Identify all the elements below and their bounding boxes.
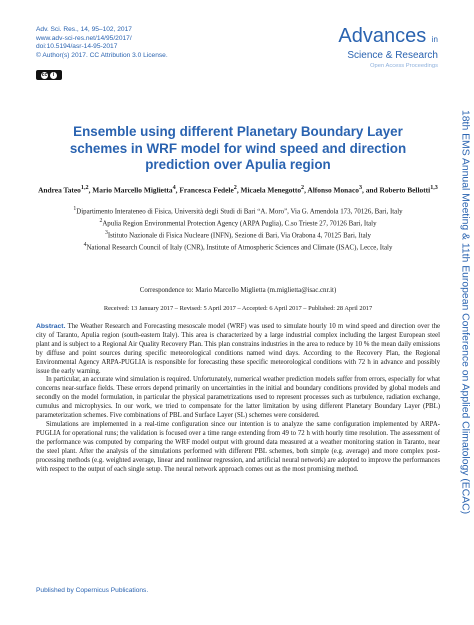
article-url[interactable]: www.adv-sci-res.net/14/95/2017/: [36, 34, 132, 42]
by-icon: i: [50, 72, 57, 79]
open-access-label: Open Access Proceedings: [370, 63, 438, 69]
side-banner: [456, 0, 474, 625]
journal-name-advances: Advances: [338, 25, 427, 47]
abstract-paragraph: In particular, an accurate wind simulation is required. Unfortunately, numerical weather prediction models suffer from errors, especially for what concerns near-surface fields. These errors depend primarily on uncertainties in the initial and boundary conditions provided by global models and secondly on the model formulation, in particular the physical parametrizations used to represent processes such as turbulence, radiation exchange, cumulus and microphysics. In our work, we tried to compensate for the latter limitation by using different Planetary Boundary Layer (PBL) parameterization schemes. Five combinations of PBL and Surface Layer (SL) schemes were considered.: [36, 376, 440, 420]
abstract-label: Abstract.: [36, 323, 66, 330]
affiliation-1: $^1$Dipartimento Interateneo di Fisica, Università degli Studi di Bari “A. Moro”, Via G. Amendola 173, 70126, Bari, Italy: [73, 206, 403, 216]
abstract: [36, 323, 440, 474]
conference-name: 18th EMS Annual Meeting & 11th European Conference on Applied Climatology (ECAC): [459, 110, 471, 515]
journal-name-in: in: [431, 35, 438, 44]
abstract-text: The Weather Research and Forecasting mesoscale model (WRF) was used to simulate hourly 10 m wind speed and direction over the city of Taranto, Apulia region (south-eastern Italy). This area is characterized by a large industrial complex including the largest European steel plant and is subject to a Regional Air Quality Recovery Plan. This plan constrains industries in the area to reduce by 10 % the mean daily emissions by diffuse and point sources during specific meteorological conditions named wind days. According to the Recovery Plan, the Regional Environmental Agency ARPA-PUGLIA is responsible for forecasting these specific meteorological conditions with 72 h in advance and possibly issue the early warning.: [36, 323, 440, 375]
affiliation-3: $^3$Istituto Nazionale di Fisica Nucleare (INFN), Sezione di Bari, Via Orabona 4, 70125 Bari, Italy: [104, 230, 372, 240]
doi[interactable]: doi:10.5194/asr-14-95-2017: [36, 43, 118, 51]
cc-by-badge-icon[interactable]: [36, 70, 62, 80]
publisher-note[interactable]: Published by Copernicus Publications.: [36, 587, 149, 594]
journal-logo: [338, 26, 438, 70]
paper-title: Ensemble using different Planetary Boundary Layer schemes in WRF model for wind speed and direction prediction over Apulia region: [69, 124, 407, 172]
journal-name-line2: Science & Research: [347, 50, 438, 61]
copyright: © Author(s) 2017. CC Attribution 3.0 License.: [36, 52, 168, 60]
affiliation-2: $^2$Apulia Region Environmental Protection Agency (ARPA Puglia), C.so Trieste 27, 70126 Bari, Italy: [99, 218, 377, 228]
publication-dates: Received: 13 January 2017 – Revised: 5 April 2017 – Accepted: 6 April 2017 – Published: 28 April 2017: [103, 305, 373, 312]
affiliations: [36, 205, 440, 253]
correspondence: Correspondence to: Mario Marcello Miglietta (m.miglietta@isac.cnr.it): [139, 287, 337, 294]
cc-icon: cc: [41, 71, 48, 78]
abstract-paragraph: [36, 323, 440, 376]
author-list: Andrea Tateo$^{1,2}$, Mario Marcello Miglietta$^4$, Francesca Fedele$^2$, Micaela Menegotto$^2$, Alfonso Monaco$^3$, and Roberto Bellotti$^{1,3}$: [38, 185, 438, 195]
journal-name-line1: [338, 26, 438, 50]
article-metadata: [36, 26, 168, 61]
abstract-paragraph: Simulations are implemented in a real-time configuration since our intention is to analyze the same configuration implemented by ARPA-PUGLIA for operational runs; the validation is focused over a time range extending from 49 to 72 h with hourly time resolution. The assessment of the performance was computed by comparing the WRF model output with ground data measured at a weather monitoring station in Taranto, near the steel plant. After the analysis of the simulations performed with different PBL schemes, both simple (e.g. average) and more complex post-processing methods (e.g. weighted average, linear and nonlinear regression, and artificial neural network) are adopted to improve the performances with respect to the output of each single setup. The neural network approach comes out as the most promising method.: [36, 420, 440, 473]
affiliation-4: $^4$National Research Council of Italy (CNR), Institute of Atmospheric Sciences and Climate (ISAC), Lecce, Italy: [83, 242, 393, 252]
citation: Adv. Sci. Res., 14, 95–102, 2017: [36, 26, 132, 33]
